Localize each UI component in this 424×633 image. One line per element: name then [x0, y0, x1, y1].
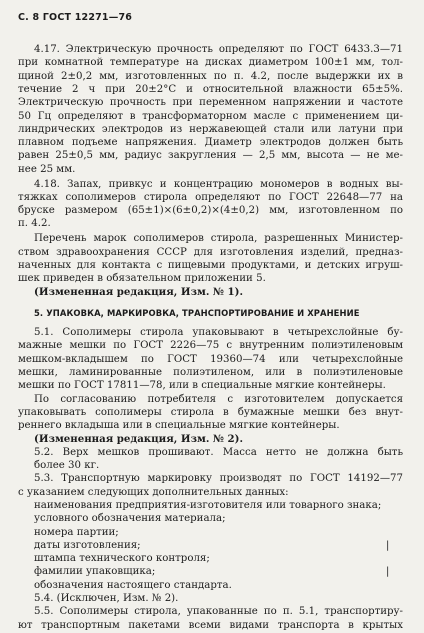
text-line: 50 Гц определяют в трансформаторном масле с применением ци-: [18, 110, 403, 122]
text-line: течение 2 ч при 20±2°С и относительной влажности 65±5%.: [18, 83, 403, 95]
text-line: при комнатной температуре на дисках диаметром 100±1 мм, тол-: [18, 57, 403, 69]
list-item: фамилии упаковщика;: [34, 566, 156, 578]
text-line: реннего вкладыша или в специальные мягкие контейнеры.: [18, 420, 340, 432]
text-line: ством здравоохранения СССР для изготовления изделий, предназ-: [18, 246, 403, 258]
text-line: с указанием следующих дополнительных данных:: [18, 486, 289, 498]
page-header: С. 8 ГОСТ 12271—76: [18, 12, 133, 23]
margin-mark: |: [386, 539, 390, 551]
text-line: 5.5. Сополимеры стирола, упакованные по п. 5.1, транспортиру-: [34, 606, 403, 618]
list-item: штампа технического контроля;: [34, 553, 210, 565]
text-line: шек приведен в обязательном приложении 5.: [18, 273, 266, 285]
text-line: мажные мешки по ГОСТ 2226—75 с внутренним полиэтиленовым: [18, 340, 403, 352]
section-title: 5. УПАКОВКА, МАРКИРОВКА, ТРАНСПОРТИРОВАНИЕ И ХРАНЕНИЕ: [34, 307, 360, 318]
list-item: обозначения настоящего стандарта.: [34, 579, 232, 591]
list-item: наименования предприятия-изготовителя или товарного знака;: [34, 499, 382, 511]
text-line: 4.18. Запах, привкус и концентрацию мономеров в водных вы-: [34, 178, 403, 190]
text-line: мешки, ламинированные полиэтиленом, или в полиэтиленовые: [18, 366, 403, 378]
text-line: 5.4. (Исключен, Изм. № 2).: [34, 593, 179, 604]
text-line: 5.2. Верх мешков прошивают. Масса нетто не должна быть: [34, 446, 403, 458]
margin-mark: |: [386, 566, 390, 578]
list-item: номера партии;: [34, 526, 119, 538]
text-line: равен 25±0,5 мм, радиус закругления — 2,5 мм, высота — не ме-: [18, 150, 403, 162]
text-line: Электрическую прочность при переменном напряжении и частоте: [18, 97, 403, 109]
text-line: тяжках сополимеров стирола определяют по ГОСТ 22648—77 на: [18, 191, 403, 203]
text-line: наченных для контакта с пищевыми продуктами, и детских игруш-: [18, 259, 403, 271]
text-line: щиной 2±0,2 мм, изготовленных по п. 4.2, после выдержки их в: [18, 70, 403, 82]
text-line: п. 4.2.: [18, 218, 51, 230]
text-line: мешки по ГОСТ 17811—78, или в специальные мягкие контейнеры.: [18, 380, 386, 392]
list-item: условного обозначения материала;: [34, 513, 226, 525]
text-line: По согласованию потребителя с изготовителем допускается: [34, 393, 403, 405]
text-line: Перечень марок сополимеров стирола, разрешенных Министер-: [34, 233, 403, 245]
text-line: нее 25 мм.: [18, 163, 76, 175]
text-line: более 30 кг.: [34, 460, 100, 471]
text-line: плавном подъеме напряжения. Диаметр электродов должен быть: [18, 137, 403, 149]
amendment-note: (Измененная редакция, Изм. № 1).: [34, 286, 244, 299]
text-line: мешком-вкладышем по ГОСТ 19360—74 или четырехслойные: [18, 353, 403, 365]
text-line: упаковывать сополимеры стирола в бумажные мешки без внут-: [18, 406, 403, 418]
text-line: 5.1. Сополимеры стирола упаковывают в четырехслойные бу-: [34, 327, 403, 338]
text-line: 5.3. Транспортную маркировку производят по ГОСТ 14192—77: [34, 473, 403, 485]
list-item: даты изготовления;: [34, 539, 141, 551]
amendment-note: (Измененная редакция, Изм. № 2).: [34, 433, 244, 446]
text-line: бруске размером (65±1)×(6±0,2)×(4±0,2) мм, изготовленном по: [18, 205, 403, 217]
text-line: линдрических электродов из нержавеющей стали или латуни при: [18, 123, 403, 135]
text-line: 4.17. Электрическую прочность определяют по ГОСТ 6433.3—71: [34, 44, 403, 55]
text-line: ют транспортным пакетами всеми видами транспорта в крытых: [18, 619, 403, 631]
